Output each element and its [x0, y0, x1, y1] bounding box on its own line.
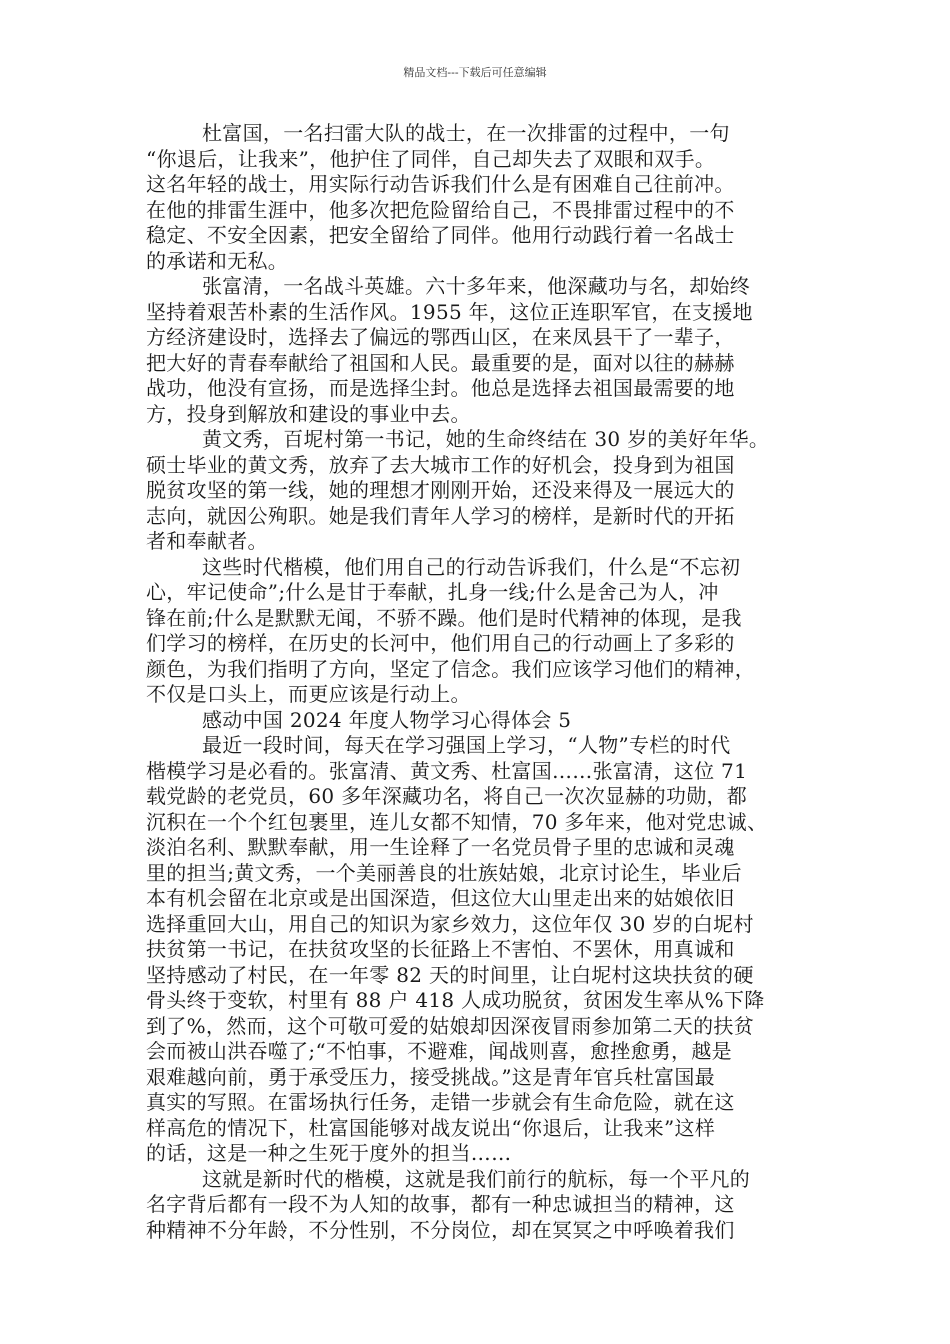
text-line: 真实的写照。在雷场执行任务，走错一步就会有生命危险，就在这 — [146, 1090, 735, 1114]
document-body — [146, 121, 814, 1243]
text-line: 的承诺和无私。 — [146, 248, 289, 273]
text-line: 这些时代楷模，他们用自己的行动告诉我们，什么是“不忘初 — [202, 554, 741, 579]
text-line: 坚持感动了村民，在一年零 82 天的时间里，让白坭村这块扶贫的硬 — [146, 962, 754, 987]
text-line: 在他的排雷生涯中，他多次把危险留给自己，不畏排雷过程中的不 — [146, 197, 735, 222]
text-line: 这名年轻的战士，用实际行动告诉我们什么是有困难自己往前冲。 — [146, 172, 735, 196]
page-header-watermark: 精品文档---下载后可任意编辑 — [403, 66, 547, 79]
text-line: 选择重回大山，用自己的知识为家乡效力，这位年仅 30 岁的白坭村 — [146, 911, 754, 936]
text-line: 脱贫攻坚的第一线，她的理想才刚刚开始，还没来得及一展远大的 — [146, 478, 735, 502]
text-line: 楷模学习是必看的。张富清、黄文秀、杜富国……张富清，这位 71 — [146, 758, 748, 783]
text-line: 到了%，然而，这个可敬可爱的姑娘却因深夜冒雨参加第二天的扶贫 — [146, 1013, 755, 1038]
text-line: 们学习的榜样，在历史的长河中，他们用自己的行动画上了多彩的 — [146, 631, 735, 655]
text-line: 扶贫第一书记，在扶贫攻坚的长征路上不害怕、不罢休，用真诚和 — [146, 937, 735, 961]
text-line: 淡泊名利、默默奉献，用一生诠释了一名党员骨子里的忠诚和灵魂 — [146, 835, 735, 859]
text-line: 黄文秀，百坭村第一书记，她的生命终结在 30 岁的美好年华。 — [202, 427, 770, 451]
text-line: 载党龄的老党员，60 多年深藏功名，将自己一次次显赫的功勋，都 — [146, 784, 748, 808]
text-line: 沉积在一个个红包裹里，连儿女都不知情，70 多年来，他对党忠诚、 — [146, 809, 768, 834]
text-line: 志向，就因公殉职。她是我们青年人学习的榜样，是新时代的开拓 — [146, 503, 735, 528]
text-line: 杜富国，一名扫雷大队的战士，在一次排雷的过程中，一句 — [202, 121, 730, 145]
text-line: 名字背后都有一段不为人知的故事，都有一种忠诚担当的精神，这 — [146, 1192, 735, 1216]
text-line: 的话，这是一种之生死于度外的担当…… — [146, 1141, 512, 1165]
text-line: “你退后，让我来”，他护住了同伴，自己却失去了双眼和双手。 — [146, 146, 716, 171]
text-line: 锋在前;什么是默默无闻，不骄不躁。他们是时代精神的体现，是我 — [146, 605, 742, 630]
text-line: 种精神不分年龄，不分性别，不分岗位，却在冥冥之中呼唤着我们 — [146, 1217, 735, 1242]
text-line: 者和奉献者。 — [146, 529, 268, 553]
text-line: 颜色，为我们指明了方向，坚定了信念。我们应该学习他们的精神， — [146, 656, 755, 681]
text-line: 把大好的青春奉献给了祖国和人民。最重要的是，面对以往的赫赫 — [146, 350, 735, 375]
text-line: 最近一段时间，每天在学习强国上学习，“人物”专栏的时代 — [202, 733, 731, 757]
text-line: 方经济建设时，选择去了偏远的鄂西山区，在来凤县干了一辈子， — [146, 325, 735, 349]
text-line: 本有机会留在北京或是出国深造，但这位大山里走出来的姑娘依旧 — [146, 886, 735, 910]
text-line: 硕士毕业的黄文秀，放弃了去大城市工作的好机会，投身到为祖国 — [146, 452, 735, 477]
text-line: 方，投身到解放和建设的事业中去。 — [146, 401, 471, 426]
text-line: 坚持着艰苦朴素的生活作风。1955 年，这位正连职军官，在支援地 — [146, 299, 753, 324]
text-line: 会而被山洪吞噬了;“不怕事，不避难，闻战则喜，愈挫愈勇，越是 — [146, 1039, 732, 1063]
text-line: 稳定、不安全因素，把安全留给了同伴。他用行动践行着一名战士 — [146, 223, 735, 247]
text-line: 感动中国 2024 年度人物学习心得体会 5 — [202, 707, 572, 732]
text-line: 里的担当;黄文秀，一个美丽善良的壮族姑娘，北京讨论生，毕业后 — [146, 860, 742, 885]
text-line: 不仅是口头上，而更应该是行动上。 — [146, 682, 471, 706]
text-line: 样高危的情况下，杜富国能够对战友说出“你退后，让我来”这样 — [146, 1115, 716, 1140]
text-line: 战功，他没有宣扬，而是选择尘封。他总是选择去祖国最需要的地 — [146, 376, 735, 400]
text-line: 这就是新时代的楷模，这就是我们前行的航标，每一个平凡的 — [202, 1166, 751, 1191]
text-line: 艰难越向前，勇于承受压力，接受挑战。”这是青年官兵杜富国最 — [146, 1064, 715, 1089]
text-line: 张富清，一名战斗英雄。六十多年来，他深藏功与名，却始终 — [202, 274, 751, 298]
text-line: 心，牢记使命”;什么是甘于奉献，扎身一线;什么是舍己为人，冲 — [146, 580, 719, 604]
text-line: 骨头终于变软，村里有 88 户 418 人成功脱贫，贫困发生率从%下降 — [146, 988, 765, 1012]
